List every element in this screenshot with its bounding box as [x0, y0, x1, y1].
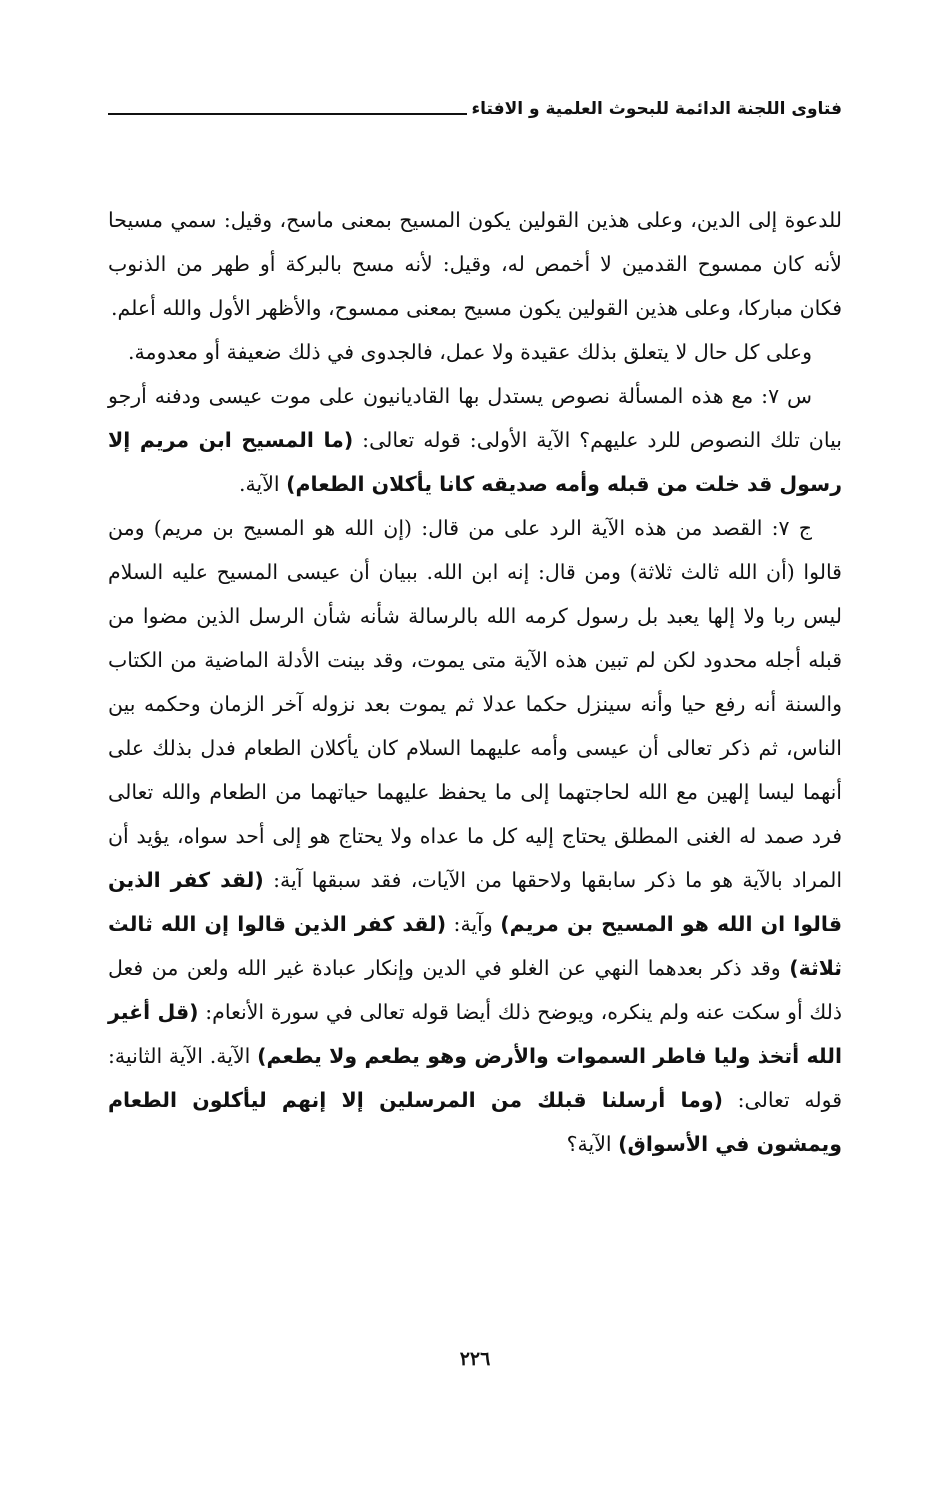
- paragraph-1: للدعوة إلى الدين، وعلى هذين القولين يكون المسيح بمعنى ماسح، وقيل: سمي مسيحا لأنه كان ممسوح القدمين لا أخمص له، وقيل: لأنه مسح بالبركة أو طهر من الذنوب فكان مباركا، وعلى هذين القولين يكون مسيح بمعنى ممسوح، والأظهر الأول والله أعلم.: [108, 208, 842, 320]
- question-7-verse: (ما المسيح ابن مريم إلا رسول قد خلت من قبله وأمه صديقه كانا يأكلان الطعام): [108, 428, 842, 496]
- running-header: [108, 86, 842, 120]
- question-7-intro: س ٧: مع هذه المسألة نصوص يستدل بها القاديانيون على موت عيسى ودفنه أرجو بيان تلك النصوص للرد عليهم؟ الآية الأولى: قوله تعالى:: [108, 384, 843, 452]
- answer-7-part-4: الآية. الآية الثانية: قوله تعالى:: [108, 1044, 842, 1112]
- question-7-tail: الآية.: [239, 472, 287, 496]
- page-number: ٢٢٦: [459, 1348, 491, 1370]
- body-text: [108, 198, 842, 1166]
- header-rule: [108, 113, 467, 115]
- answer-7-verse-1: (لقد كفر الذين قالوا ان الله هو المسيح بن مريم): [108, 868, 842, 936]
- answer-7-verse-4: (وما أرسلنا قبلك من المرسلين إلا إنهم ليأكلون الطعام ويمشون في الأسواق): [108, 1088, 842, 1156]
- answer-7-part-2: وآية:: [446, 912, 501, 936]
- answer-7: [108, 506, 842, 1166]
- answer-7-verse-2: (لقد كفر الذين قالوا إن الله ثالث ثلاثة): [108, 912, 842, 980]
- paragraph-2: وعلى كل حال لا يتعلق بذلك عقيدة ولا عمل، فالجدوى في ذلك ضعيفة أو معدومة.: [127, 340, 812, 364]
- answer-7-verse-3: (قل أغير الله أتخذ وليا فاطر السموات والأرض وهو يطعم ولا يطعم): [108, 1000, 842, 1068]
- answer-7-part-1: ج ٧: القصد من هذه الآية الرد على من قال: (إن الله هو المسيح بن مريم) ومن قالوا (أن الله ثالث ثلاثة) ومن قال: إنه ابن الله. ببيان أن عيسى المسيح عليه السلام ليس ربا ولا إلها يعبد بل رسول كرمه الله بالرسالة شأنه شأن الرسل الذين مضوا من قبله أجله محدود لكن لم تبين هذه الآية متى يموت، وقد بينت الأدلة الماضية من الكتاب والسنة أنه رفع حيا وأنه سينزل حكما عدلا ثم يموت بعد نزوله آخر الزمان وحكمه بين الناس، ثم ذكر تعالى أن عيسى وأمه عليهما السلام كان يأكلان الطعام فدل بذلك على أنهما ليسا إلهين مع الله لحاجتهما إلى ما يحفظ عليهما حياتهما من الطعام والله تعالى فرد صمد له الغنى المطلق يحتاج إليه كل ما عداه ولا يحتاج هو إلى أحد سواه، يؤيد أن المراد بالآية هو ما ذكر سابقها ولاحقها من الآيات، فقد سبقها آية:: [108, 516, 843, 892]
- question-7: [108, 374, 842, 506]
- header-title: فتاوى اللجنة الدائمة للبحوث العلمية و الافتاء: [471, 99, 842, 119]
- answer-7-part-3: وقد ذكر بعدهما النهي عن الغلو في الدين وإنكار عبادة غير الله ولعن من فعل ذلك أو سكت عنه ولم ينكره، ويوضح ذلك أيضا قوله تعالى في سورة الأنعام:: [108, 956, 842, 1024]
- answer-7-part-5: الآية؟: [566, 1132, 619, 1156]
